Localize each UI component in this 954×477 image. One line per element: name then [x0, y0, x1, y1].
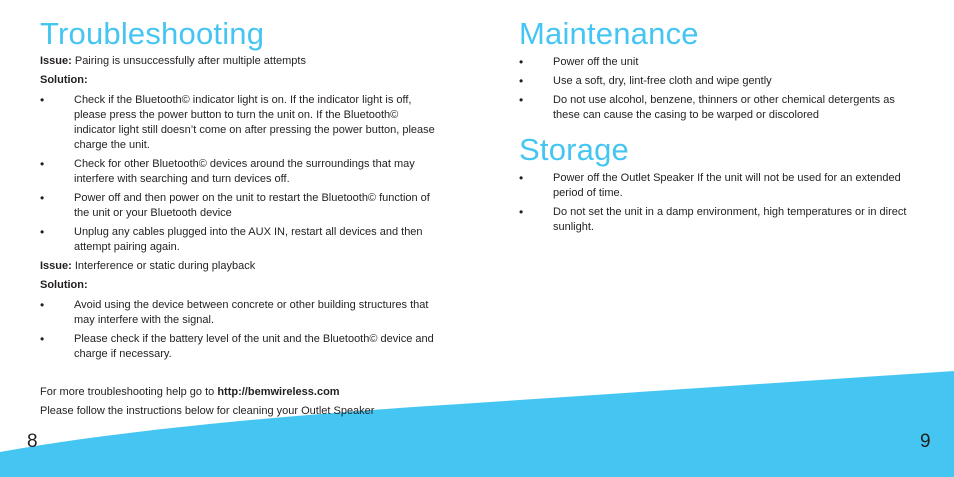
bullet: •: [40, 191, 45, 205]
list-item: • Use a soft, dry, lint-free cloth and wipe gently: [519, 74, 772, 88]
list-item: • Check for other Bluetooth© devices around the surroundings that may interfere with searching and turn devices off.: [40, 157, 415, 185]
bullet: •: [40, 225, 45, 239]
list-item: • Avoid using the device between concrete or other building structures that may interfere with the signal.: [40, 298, 429, 326]
bullet: •: [519, 93, 524, 107]
issue-text: Interference or static during playback: [71, 260, 256, 272]
issue-pairing: [40, 54, 440, 69]
issue-label: Issue:: [40, 260, 72, 272]
bullet: •: [519, 74, 524, 88]
solution-list-interference: [40, 298, 440, 362]
storage-list: [519, 171, 914, 235]
list-item: • Unplug any cables plugged into the AUX IN, restart all devices and then attempt pairing again.: [40, 225, 423, 253]
list-item: • Do not set the unit in a damp environment, high temperatures or in direct sunlight.: [519, 205, 907, 233]
troubleshooting-title: Troubleshooting: [40, 16, 265, 51]
bullet: •: [40, 298, 45, 312]
page-number-right: 9: [920, 431, 931, 452]
issue-label: Issue:: [40, 55, 72, 67]
maintenance-column: [519, 16, 914, 239]
solution-label: Solution:: [40, 279, 88, 291]
list-item: • Power off the unit: [519, 55, 639, 69]
page-number-left: 8: [27, 431, 38, 452]
list-item: • Do not use alcohol, benzene, thinners or other chemical detergents as these can cause the casing to be warped or discolored: [519, 93, 895, 121]
follow-line: Please follow the instructions below for cleaning your Outlet Speaker: [40, 405, 375, 417]
list-item: • Please check if the battery level of the unit and the Bluetooth© device and charge if necessary.: [40, 332, 434, 360]
solution-list-pairing: [40, 93, 440, 255]
bullet: •: [40, 332, 45, 346]
issue-text: Pairing is unsuccessfully after multiple attempts: [71, 55, 306, 67]
footer-text: [40, 383, 460, 421]
maintenance-title: Maintenance: [519, 16, 699, 51]
bullet: •: [40, 157, 45, 171]
issue-interference: [40, 259, 440, 274]
maintenance-list: [519, 55, 914, 123]
troubleshooting-column: [40, 16, 440, 366]
solution-label: Solution:: [40, 74, 88, 86]
bullet: •: [519, 55, 524, 69]
bullet: •: [519, 205, 524, 219]
list-item: • Power off the Outlet Speaker If the unit will not be used for an extended period of time.: [519, 171, 901, 199]
list-item: • Check if the Bluetooth© indicator light is on. If the indicator light is off, please press the power button to turn the unit on. If the Bluetooth© indicator light still doesn’t come on after pressing the power button, please charge the unit.: [40, 93, 435, 151]
help-line: For more troubleshooting help go to http://bemwireless.com: [40, 386, 340, 398]
bullet: •: [40, 93, 45, 107]
storage-title: Storage: [519, 132, 629, 167]
help-link[interactable]: http://bemwireless.com: [217, 386, 340, 398]
list-item: • Power off and then power on the unit to restart the Bluetooth© function of the unit or your Bluetooth device: [40, 191, 430, 219]
bullet: •: [519, 171, 524, 185]
